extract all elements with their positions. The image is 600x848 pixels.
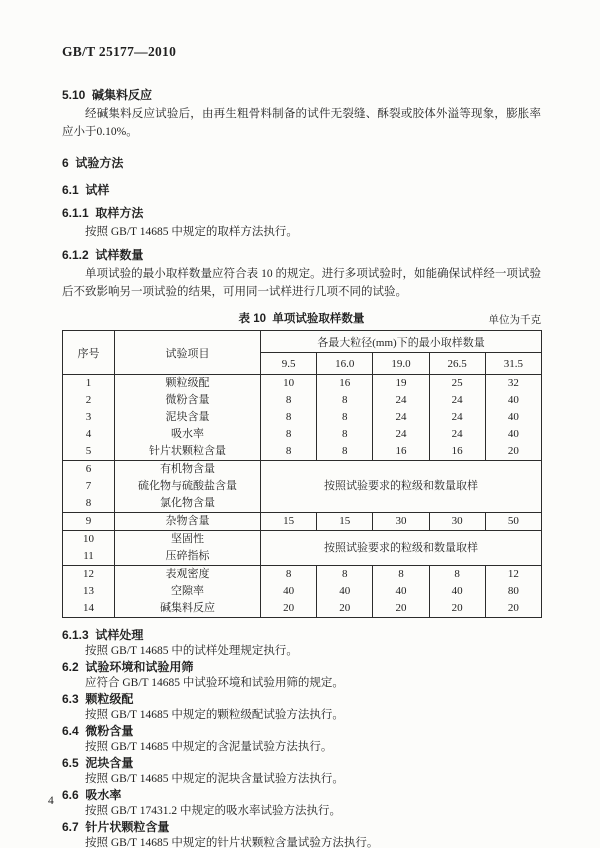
section-6-2 [62,659,541,691]
section-heading-6-1-3: 6.1.3 试样处理 [62,628,144,642]
section-body-6-1-2: 单项试验的最小取样数量应符合表 10 的规定。进行多项试验时，如能确保试样经一项试验后不致影响另一项试验的结果，可用同一试样进行几项不同的试验。 [62,268,541,298]
col-header-size-26-5: 26.5 [429,353,485,375]
section-body-6-5: 按照 GB/T 14685 中规定的泥块含量试验方法执行。 [85,773,344,785]
section-6-3 [62,691,541,723]
col-header-size-31-5: 31.5 [485,353,541,375]
section-heading-6-1-2: 6.1.2 试样数量 [62,248,144,262]
section-6-6 [62,787,541,819]
section-body-6-3: 按照 GB/T 14685 中规定的颗粒级配试验方法执行。 [85,709,344,721]
table-group-4 [63,531,542,566]
table-caption-row [62,310,541,326]
table-row: 11 压碎指标 [63,548,542,566]
table-row: 8 氯化物含量 [63,495,542,513]
section-body-6-1-3: 按照 GB/T 14685 中的试样处理规定执行。 [85,645,298,657]
page-number: 4 [48,795,54,807]
table-unit-note: 单位为千克 [488,315,541,326]
section-heading-6-1-1: 6.1.1 取样方法 [62,206,144,220]
section-heading-6-4: 6.4 微粉含量 [62,724,134,738]
table-row: 4 吸水率 8 8 24 24 40 [63,426,542,443]
section-heading-5-10: 5.10 碱集料反应 [62,88,153,102]
table-row: 5 针片状颗粒含量 8 8 16 16 20 [63,443,542,461]
table-row: 6 有机物含量 按照试验要求的粒级和数量取样 [63,461,542,479]
table-row: 7 硫化物与硫酸盐含量 [63,478,542,495]
table-group-3 [63,513,542,531]
table-row: 10 坚固性 按照试验要求的粒级和数量取样 [63,531,542,549]
sampling-quantity-table [62,330,542,618]
col-header-item: 试验项目 [115,331,261,375]
col-header-size-19-0: 19.0 [373,353,429,375]
table-row: 12 表观密度 8 8 8 8 12 [63,566,542,584]
section-body-5-10: 经碱集料反应试验后，由再生粗骨料制备的试件无裂缝、酥裂或胶体外溢等现象，膨胀率应小于0.10%。 [62,108,541,138]
section-body-6-4: 按照 GB/T 14685 中规定的含泥量试验方法执行。 [85,741,333,753]
col-header-size-9-5: 9.5 [261,353,317,375]
section-body-6-7: 按照 GB/T 14685 中规定的针片状颗粒含量试验方法执行。 [85,837,379,848]
section-heading-6-2: 6.2 试验环境和试验用筛 [62,660,194,674]
table-header [63,331,542,375]
col-header-span: 各最大粒径(mm)下的最小取样数量 [261,331,542,353]
table-row: 9 杂物含量 15 15 30 30 50 [63,513,542,531]
section-body-6-2: 应符合 GB/T 14685 中试验环境和试验用筛的规定。 [85,677,344,689]
table-group-5 [63,566,542,618]
merged-sampling-note: 按照试验要求的粒级和数量取样 [261,531,542,566]
table-group-2 [63,461,542,513]
standard-number: GB/T 25177—2010 [62,44,177,59]
col-header-size-16-0: 16.0 [317,353,373,375]
section-heading-6-1: 6.1 试样 [62,183,110,197]
page-content [62,0,541,848]
table-row: 2 微粉含量 8 8 24 24 40 [63,392,542,409]
section-heading-6-3: 6.3 颗粒级配 [62,692,134,706]
section-body-6-1-1: 按照 GB/T 14685 中规定的取样方法执行。 [85,226,298,238]
section-6-5 [62,755,541,787]
section-6-4 [62,723,541,755]
table-group-1 [63,375,542,461]
section-6-1-3 [62,627,541,659]
table-row: 1 颗粒级配 10 16 19 25 32 [63,375,542,393]
section-heading-6: 6 试验方法 [62,156,124,170]
table-row: 3 泥块含量 8 8 24 24 40 [63,409,542,426]
table-row: 14 碱集料反应 20 20 20 20 20 [63,600,542,618]
section-heading-6-6: 6.6 吸水率 [62,788,122,802]
section-6-7 [62,819,541,848]
col-header-no: 序号 [63,331,115,375]
section-body-6-6: 按照 GB/T 17431.2 中规定的吸水率试验方法执行。 [85,805,341,817]
section-heading-6-5: 6.5 泥块含量 [62,756,134,770]
table-row: 13 空隙率 40 40 40 40 80 [63,583,542,600]
section-heading-6-7: 6.7 针片状颗粒含量 [62,820,170,834]
table-caption: 表 10 单项试验取样数量 [238,313,365,325]
merged-sampling-note: 按照试验要求的粒级和数量取样 [261,461,542,513]
